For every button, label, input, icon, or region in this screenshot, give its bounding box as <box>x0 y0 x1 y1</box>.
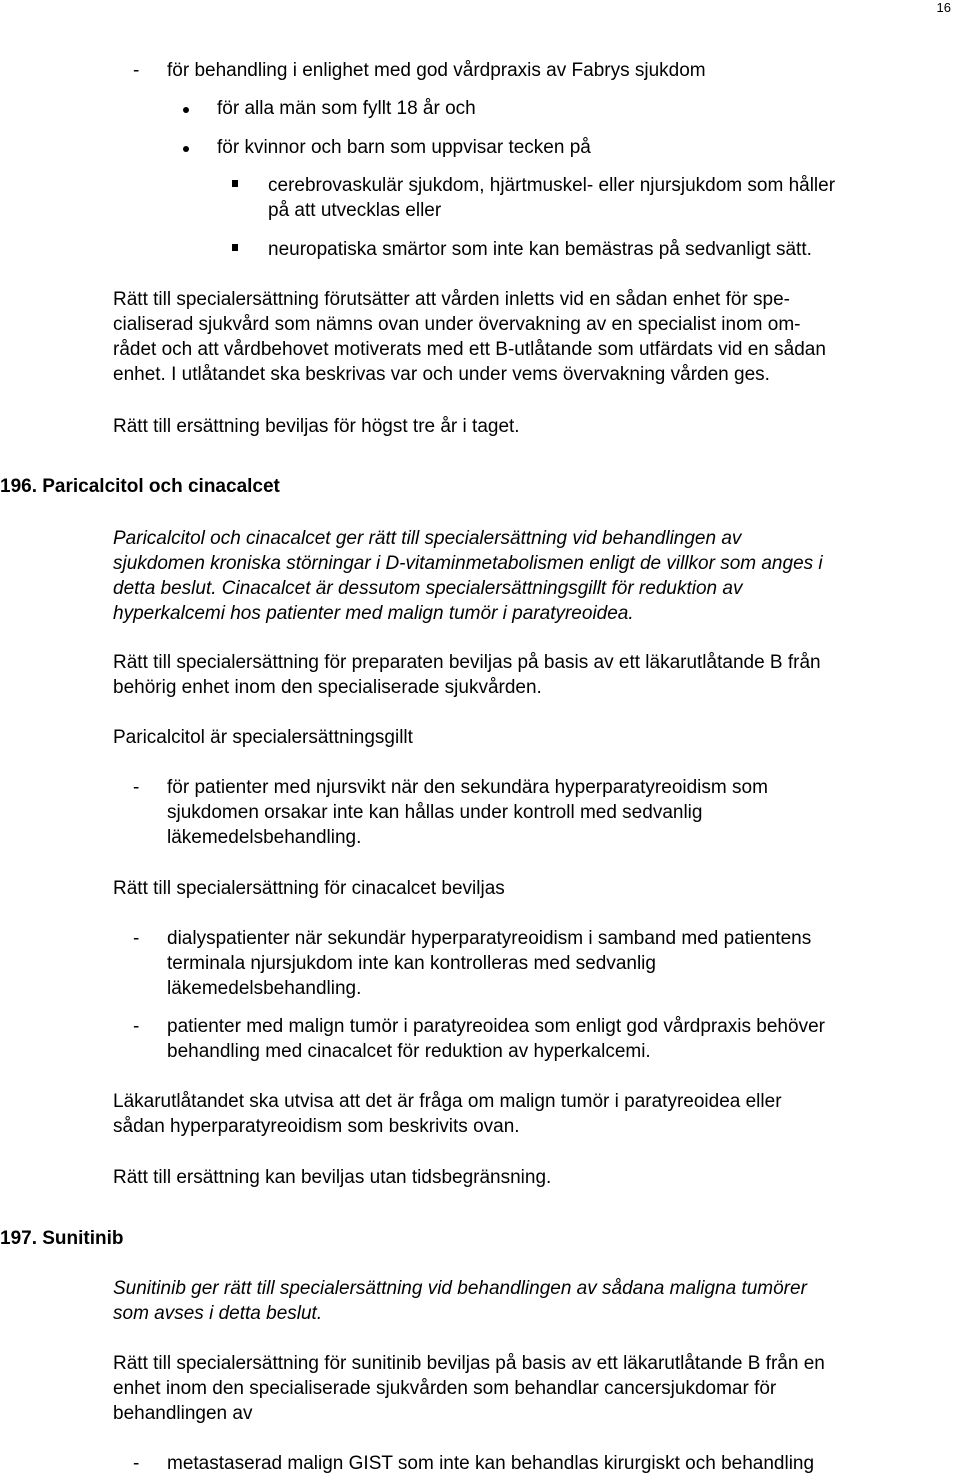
list-item: metastaserad malign GIST som inte kan behandlas kirurgiskt och behandling <box>167 1453 815 1474</box>
paragraph: Rätt till ersättning beviljas för högst tre år i taget. <box>113 416 520 437</box>
section-heading: 197. Sunitinib <box>0 1228 124 1249</box>
text-line: läkemedelsbehandling. <box>167 827 362 848</box>
text-line: Läkarutlåtandet ska utvisa att det är fråga om malign tumör i paratyreoidea eller <box>113 1091 782 1112</box>
paragraph <box>113 650 821 700</box>
dash-marker <box>133 775 139 800</box>
list-item <box>167 926 811 1001</box>
dash-marker <box>133 926 139 951</box>
text-line: på att utvecklas eller <box>268 200 442 221</box>
list-item <box>268 173 835 223</box>
text-line: behandlingen av <box>113 1403 253 1424</box>
section-heading: 196. Paricalcitol och cinacalcet <box>0 476 280 497</box>
text-line: enhet inom den specialiserade sjukvården som behandlar cancersjukdomar för <box>113 1378 777 1399</box>
bullet-icon <box>183 107 189 113</box>
text-line: läkemedelsbehandling. <box>167 978 362 999</box>
paragraph <box>113 287 826 387</box>
paragraph: Rätt till specialersättning för cinacalcet beviljas <box>113 878 505 899</box>
text-line: Rätt till specialersättning för preparaten beviljas på basis av ett läkarutlåtande B från <box>113 652 821 673</box>
page-number: 16 <box>936 0 951 15</box>
text-line: sjukdomen kroniska störningar i D-vitaminmetabolismen enligt de villkor som anges i <box>113 553 823 574</box>
text-line: för patienter med njursvikt när den sekundära hyperparatyreoidism som <box>167 777 768 798</box>
text-line: behandling med cinacalcet för reduktion av hyperkalcemi. <box>167 1041 651 1062</box>
text-line: terminala njursjukdom inte kan kontrolleras med sedvanlig <box>167 953 656 974</box>
text-line: patienter med malign tumör i paratyreoidea som enligt god vårdpraxis behöver <box>167 1016 825 1037</box>
text-line: Rätt till specialersättning förutsätter att vården inletts vid en sådan enhet för spe- <box>113 289 790 310</box>
bullet-icon <box>183 146 189 152</box>
text-line: som avses i detta beslut. <box>113 1303 323 1324</box>
text-line: Sunitinib ger rätt till specialersättning vid behandlingen av sådana maligna tumörer <box>113 1278 807 1299</box>
paragraph: Rätt till ersättning kan beviljas utan tidsbegränsning. <box>113 1167 552 1188</box>
text-line: sjukdomen orsakar inte kan hållas under kontroll med sedvanlig <box>167 802 703 823</box>
list-item <box>167 775 768 850</box>
paragraph <box>113 1351 825 1426</box>
dash-marker <box>133 1014 139 1039</box>
list-item <box>268 237 812 262</box>
text-line: enhet. I utlåtandet ska beskrivas var och under vems övervakning vården ges. <box>113 364 770 385</box>
square-bullet-icon <box>232 244 238 251</box>
text-line: cerebrovaskulär sjukdom, hjärtmuskel- eller njursjukdom som håller <box>268 175 836 196</box>
text-line: neuropatiska smärtor som inte kan bemästras på sedvanligt sätt. <box>268 239 812 260</box>
intro-paragraph <box>113 526 823 626</box>
list-item: för alla män som fyllt 18 år och <box>217 98 476 119</box>
text-line: Rätt till specialersättning för sunitinib beviljas på basis av ett läkarutlåtande B från en <box>113 1353 825 1374</box>
square-bullet-icon <box>232 180 238 187</box>
list-item: för kvinnor och barn som uppvisar tecken på <box>217 137 591 158</box>
list-item: för behandling i enlighet med god vårdpraxis av Fabrys sjukdom <box>167 60 706 81</box>
dash-marker <box>133 1451 139 1476</box>
paragraph <box>113 1089 782 1139</box>
intro-paragraph <box>113 1276 807 1326</box>
text-line: dialyspatienter när sekundär hyperparatyreoidism i samband med patientens <box>167 928 812 949</box>
text-line: rådet och att vårdbehovet motiverats med ett B-utlåtande som utfärdats vid en sådan <box>113 339 826 360</box>
text-line: behörig enhet inom den specialiserade sjukvården. <box>113 677 542 698</box>
text-line: hyperkalcemi hos patienter med malign tumör i paratyreoidea. <box>113 603 634 624</box>
text-line: sådan hyperparatyreoidism som beskrivits ovan. <box>113 1116 520 1137</box>
text-line: Paricalcitol och cinacalcet ger rätt till specialersättning vid behandlingen av <box>113 528 742 549</box>
paragraph: Paricalcitol är specialersättningsgillt <box>113 727 413 748</box>
dash-marker <box>133 58 139 83</box>
text-line: cialiserad sjukvård som nämns ovan under övervakning av en specialist inom om- <box>113 314 801 335</box>
list-item <box>167 1014 825 1064</box>
text-line: detta beslut. Cinacalcet är dessutom specialersättningsgillt för reduktion av <box>113 578 743 599</box>
